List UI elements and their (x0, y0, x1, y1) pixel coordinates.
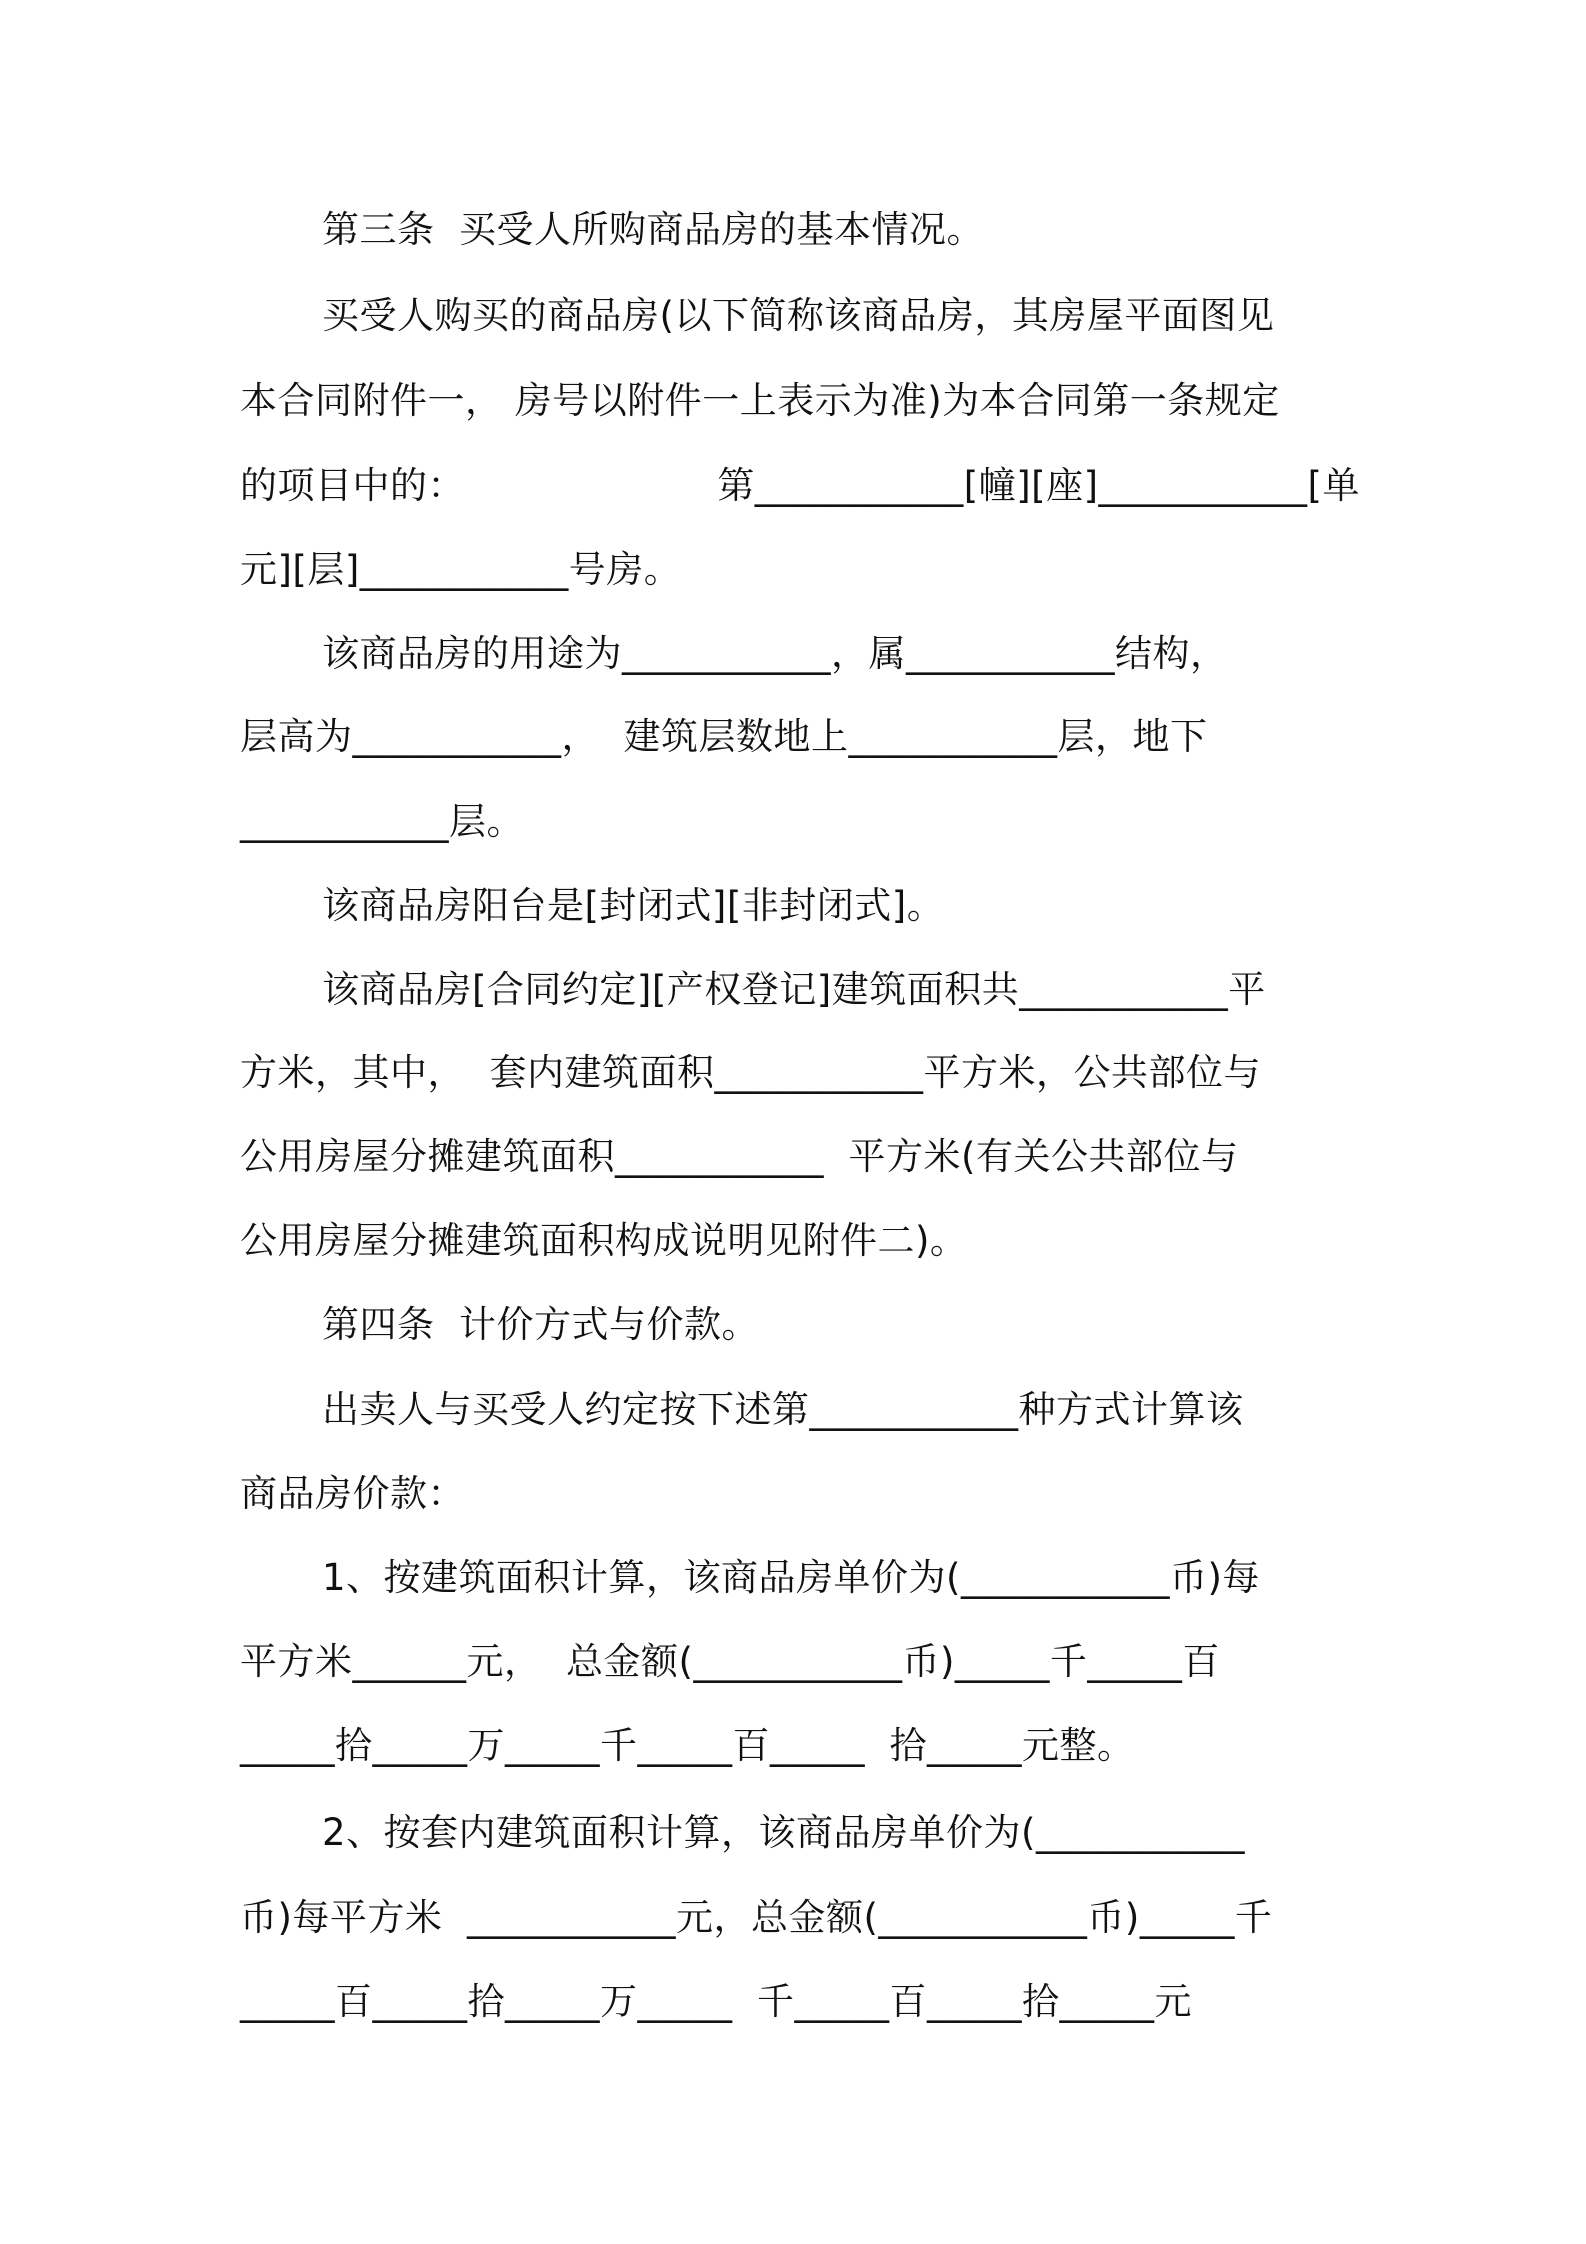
text-line (322, 286, 1360, 346)
text-line: 1、按建筑面积计算，该商品房单价为(___________币)每 (322, 1556, 1260, 1599)
text-line: 2、按套内建筑面积计算，该商品房单价为(___________ (322, 1811, 1245, 1854)
article-3-heading: 第三条 买受人所购商品房的基本情况。 (322, 208, 985, 251)
text-line (240, 456, 1360, 516)
text-line: 该商品房[合同约定][产权登记]建筑面积共___________平 (322, 968, 1266, 1011)
text-line: 该商品房的用途为___________，属___________结构， (322, 632, 1228, 675)
text-line: ___________层。 (240, 800, 524, 843)
text-line: 元][层]___________号房。 (240, 548, 682, 591)
text-line: 该商品房阳台是[封闭式][非封闭式]。 (322, 884, 945, 927)
text-line: 公用房屋分摊建筑面积___________ 平方米(有关公共部位与 (240, 1135, 1239, 1178)
article-4-heading: 第四条 计价方式与价款。 (322, 1303, 760, 1346)
text-line: _____拾_____万_____千_____百_____ 拾_____元整。 (240, 1724, 1135, 1767)
text-segment: 本合同附件一， 房号以附件一上表示为准)为本合同第一条规定 (240, 379, 1280, 422)
text-line (240, 371, 1360, 431)
text-line: 公用房屋分摊建筑面积构成说明见附件二)。 (240, 1219, 968, 1262)
text-line: 币)每平方米 ___________元，总金额(___________币)_____千 (240, 1896, 1273, 1939)
text-line: 商品房价款： (240, 1472, 465, 1515)
text-line: _____百_____拾_____万_____ 千_____百_____拾_____元 (240, 1980, 1193, 2023)
text-line: 方米，其中， 套内建筑面积___________平方米，公共部位与 (240, 1051, 1262, 1094)
text-line: 出卖人与买受人约定按下述第___________种方式计算该 (322, 1388, 1244, 1431)
text-line: 层高为___________， 建筑层数地上___________层，地下 (240, 715, 1208, 758)
text-segment: 的项目中的： (240, 464, 465, 507)
text-line: 平方米______元， 总金额(___________币)_____千_____百 (240, 1640, 1220, 1683)
text-segment: 第___________[幢][座]___________[单 (717, 464, 1360, 507)
text-segment: 买受人购买的商品房(以下简称该商品房，其房屋平面图见 (322, 294, 1275, 337)
